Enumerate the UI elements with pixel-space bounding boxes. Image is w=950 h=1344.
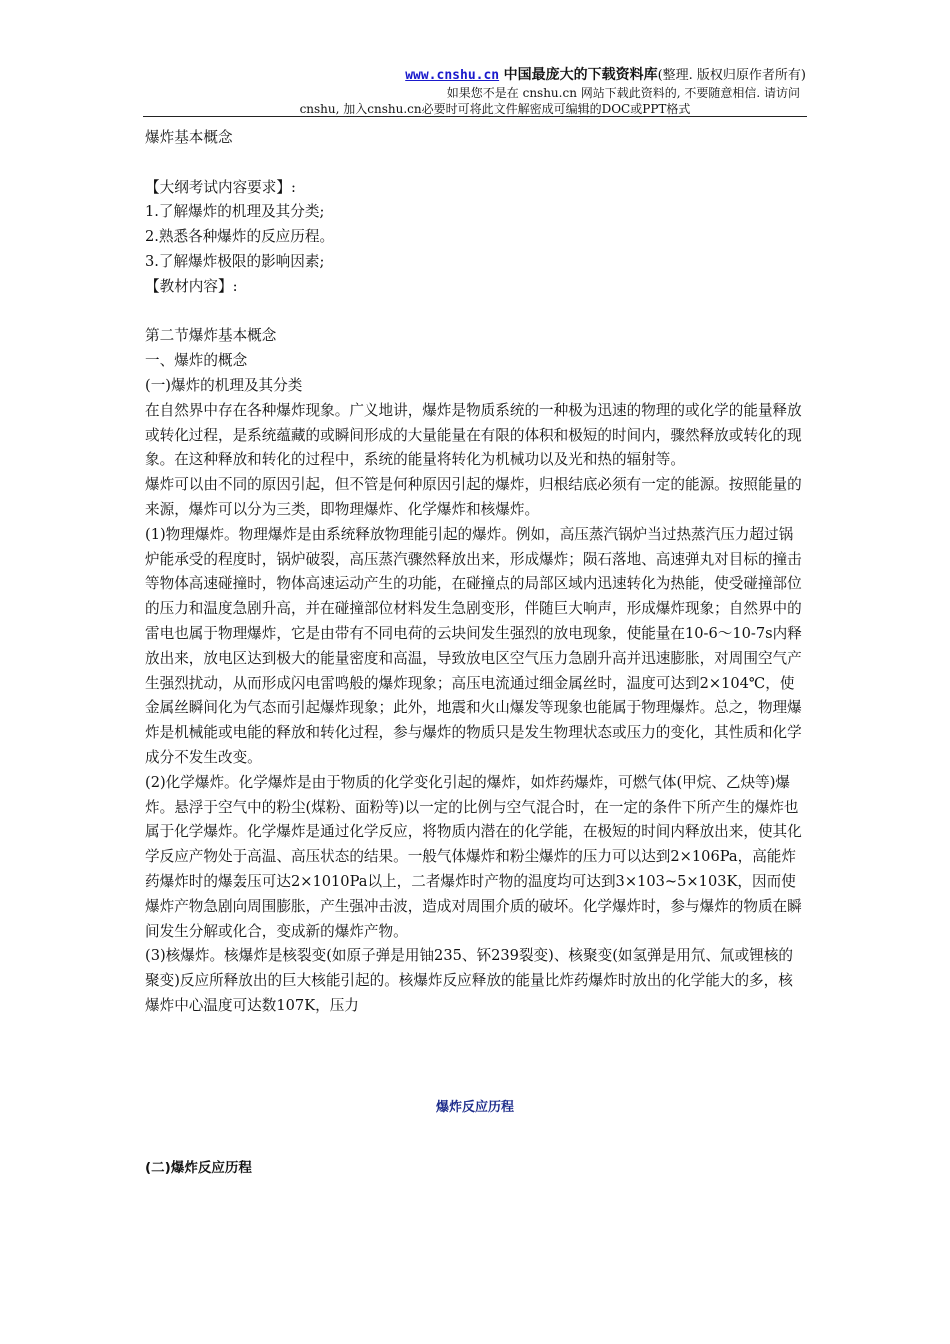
subsection-heading: (一)爆炸的机理及其分类: [145, 376, 303, 394]
next-section-heading: (二)爆炸反应历程: [145, 1160, 252, 1176]
body-paragraph: 在自然界中存在各种爆炸现象。广义地讲，爆炸是物质系统的一种极为迅速的物理的或化学的能量释放或转化过程，是系统蕴藏的或瞬间形成的大量能量在有限的体积和极短的时间内，骤然释放或转化的现象。在这种释放和转化的过程中，系统的能量将转化为机械功以及光和热的辐射等。: [145, 401, 802, 469]
figure-caption: 爆炸反应历程: [435, 1100, 514, 1115]
body-paragraph: (1)物理爆炸。物理爆炸是由系统释放物理能引起的爆炸。例如，高压蒸汽锅炉当过热蒸汽压力超过锅炉能承受的程度时，锅炉破裂，高压蒸汽骤然释放出来，形成爆炸；陨石落地、高速弹丸对目标的撞击等物体高速碰撞时，物体高速运动产生的功能，在碰撞点的局部区域内迅速转化为热能，使受碰撞部位的压力和温度急剧升高，并在碰撞部位材料发生急剧变形，伴随巨大响声，形成爆炸现象；自然界中的雷电也属于物理爆炸，它是由带有不同电荷的云块间发生强烈的放电现象，使能量在10-6～10-7s内释放出来，放电区达到极大的能量密度和高温，导致放电区空气压力急剧升高并迅速膨胀，对周围空气产生强烈扰动，从而形成闪电雷鸣般的爆炸现象；高压电流通过细金属丝时，温度可达到2×104℃，使金属丝瞬间化为气态而引起爆炸现象；此外，地震和火山爆发等现象也能属于物理爆炸。总之，物理爆炸是机械能或电能的释放和转化过程，参与爆炸的物质只是发生物理状态或压力的变化，其性质和化学成分不发生改变。: [145, 525, 802, 766]
requirement-item: 3.了解爆炸极限的影响因素;: [145, 252, 325, 270]
library-slogan: 中国最庞大的下载资料库: [503, 67, 658, 83]
spacer: [145, 151, 807, 176]
body-paragraph: 爆炸可以由不同的原因引起，但不管是何种原因引起的爆炸，归根结底必须有一定的能源。按照能量的来源，爆炸可以分为三类，即物理爆炸、化学爆炸和核爆炸。: [145, 476, 802, 518]
requirement-item: 2.熟悉各种爆炸的反应历程。: [145, 228, 335, 246]
copyright-note: (整理. 版权归原作者所有): [657, 68, 806, 83]
document-title: 爆炸基本概念: [145, 129, 233, 146]
header-banner: [150, 66, 806, 85]
site-link[interactable]: www.cnshu.cn: [405, 68, 500, 83]
material-heading: 【教材内容】:: [145, 277, 238, 295]
subsection-heading: 一、爆炸的概念: [145, 352, 248, 370]
outline-heading: 【大纲考试内容要求】:: [145, 178, 296, 196]
header-notice-1: 如果您不是在 cnshu.cn 网站下载此资料的, 不要随意相信. 请访问: [446, 86, 800, 100]
requirement-item: 1.了解爆炸的机理及其分类;: [145, 203, 325, 221]
document-body: [145, 126, 807, 1019]
header-divider: [143, 116, 807, 117]
header-notice-2: cnshu, 加入cnshu.cn必要时可将此文件解密成可编辑的DOC或PPT格式: [299, 102, 691, 116]
spacer: [145, 300, 807, 325]
section-title: 第二节爆炸基本概念: [145, 327, 277, 345]
body-paragraph: (3)核爆炸。核爆炸是核裂变(如原子弹是用铀235、钚239裂变)、核聚变(如氢弹是用氘、氚或锂核的聚变)反应所释放出的巨大核能引起的。核爆炸反应释放的能量比炸药爆炸时放出的化学能大的多，核爆炸中心温度可达数107K，压力: [145, 947, 794, 1014]
page-header: [150, 66, 806, 117]
body-paragraph: (2)化学爆炸。化学爆炸是由于物质的化学变化引起的爆炸，如炸药爆炸，可燃气体(甲烷、乙炔等)爆炸。悬浮于空气中的粉尘(煤粉、面粉等)以一定的比例与空气混合时，在一定的条件下所产生的爆炸也属于化学爆炸。化学爆炸是通过化学反应，将物质内潜在的化学能，在极短的时间内释放出来，使其化学反应产物处于高温、高压状态的结果。一般气体爆炸和粉尘爆炸的压力可以达到2×106Pa，高能炸药爆炸时的爆轰压可达2×1010Pa以上，二者爆炸时产物的温度均可达到3×103~5×103K，因而使爆炸产物急剧向周围膨胀，产生强冲击波，造成对周围介质的破坏。化学爆炸时，参与爆炸的物质在瞬间发生分解或化合，变成新的爆炸产物。: [145, 773, 802, 940]
